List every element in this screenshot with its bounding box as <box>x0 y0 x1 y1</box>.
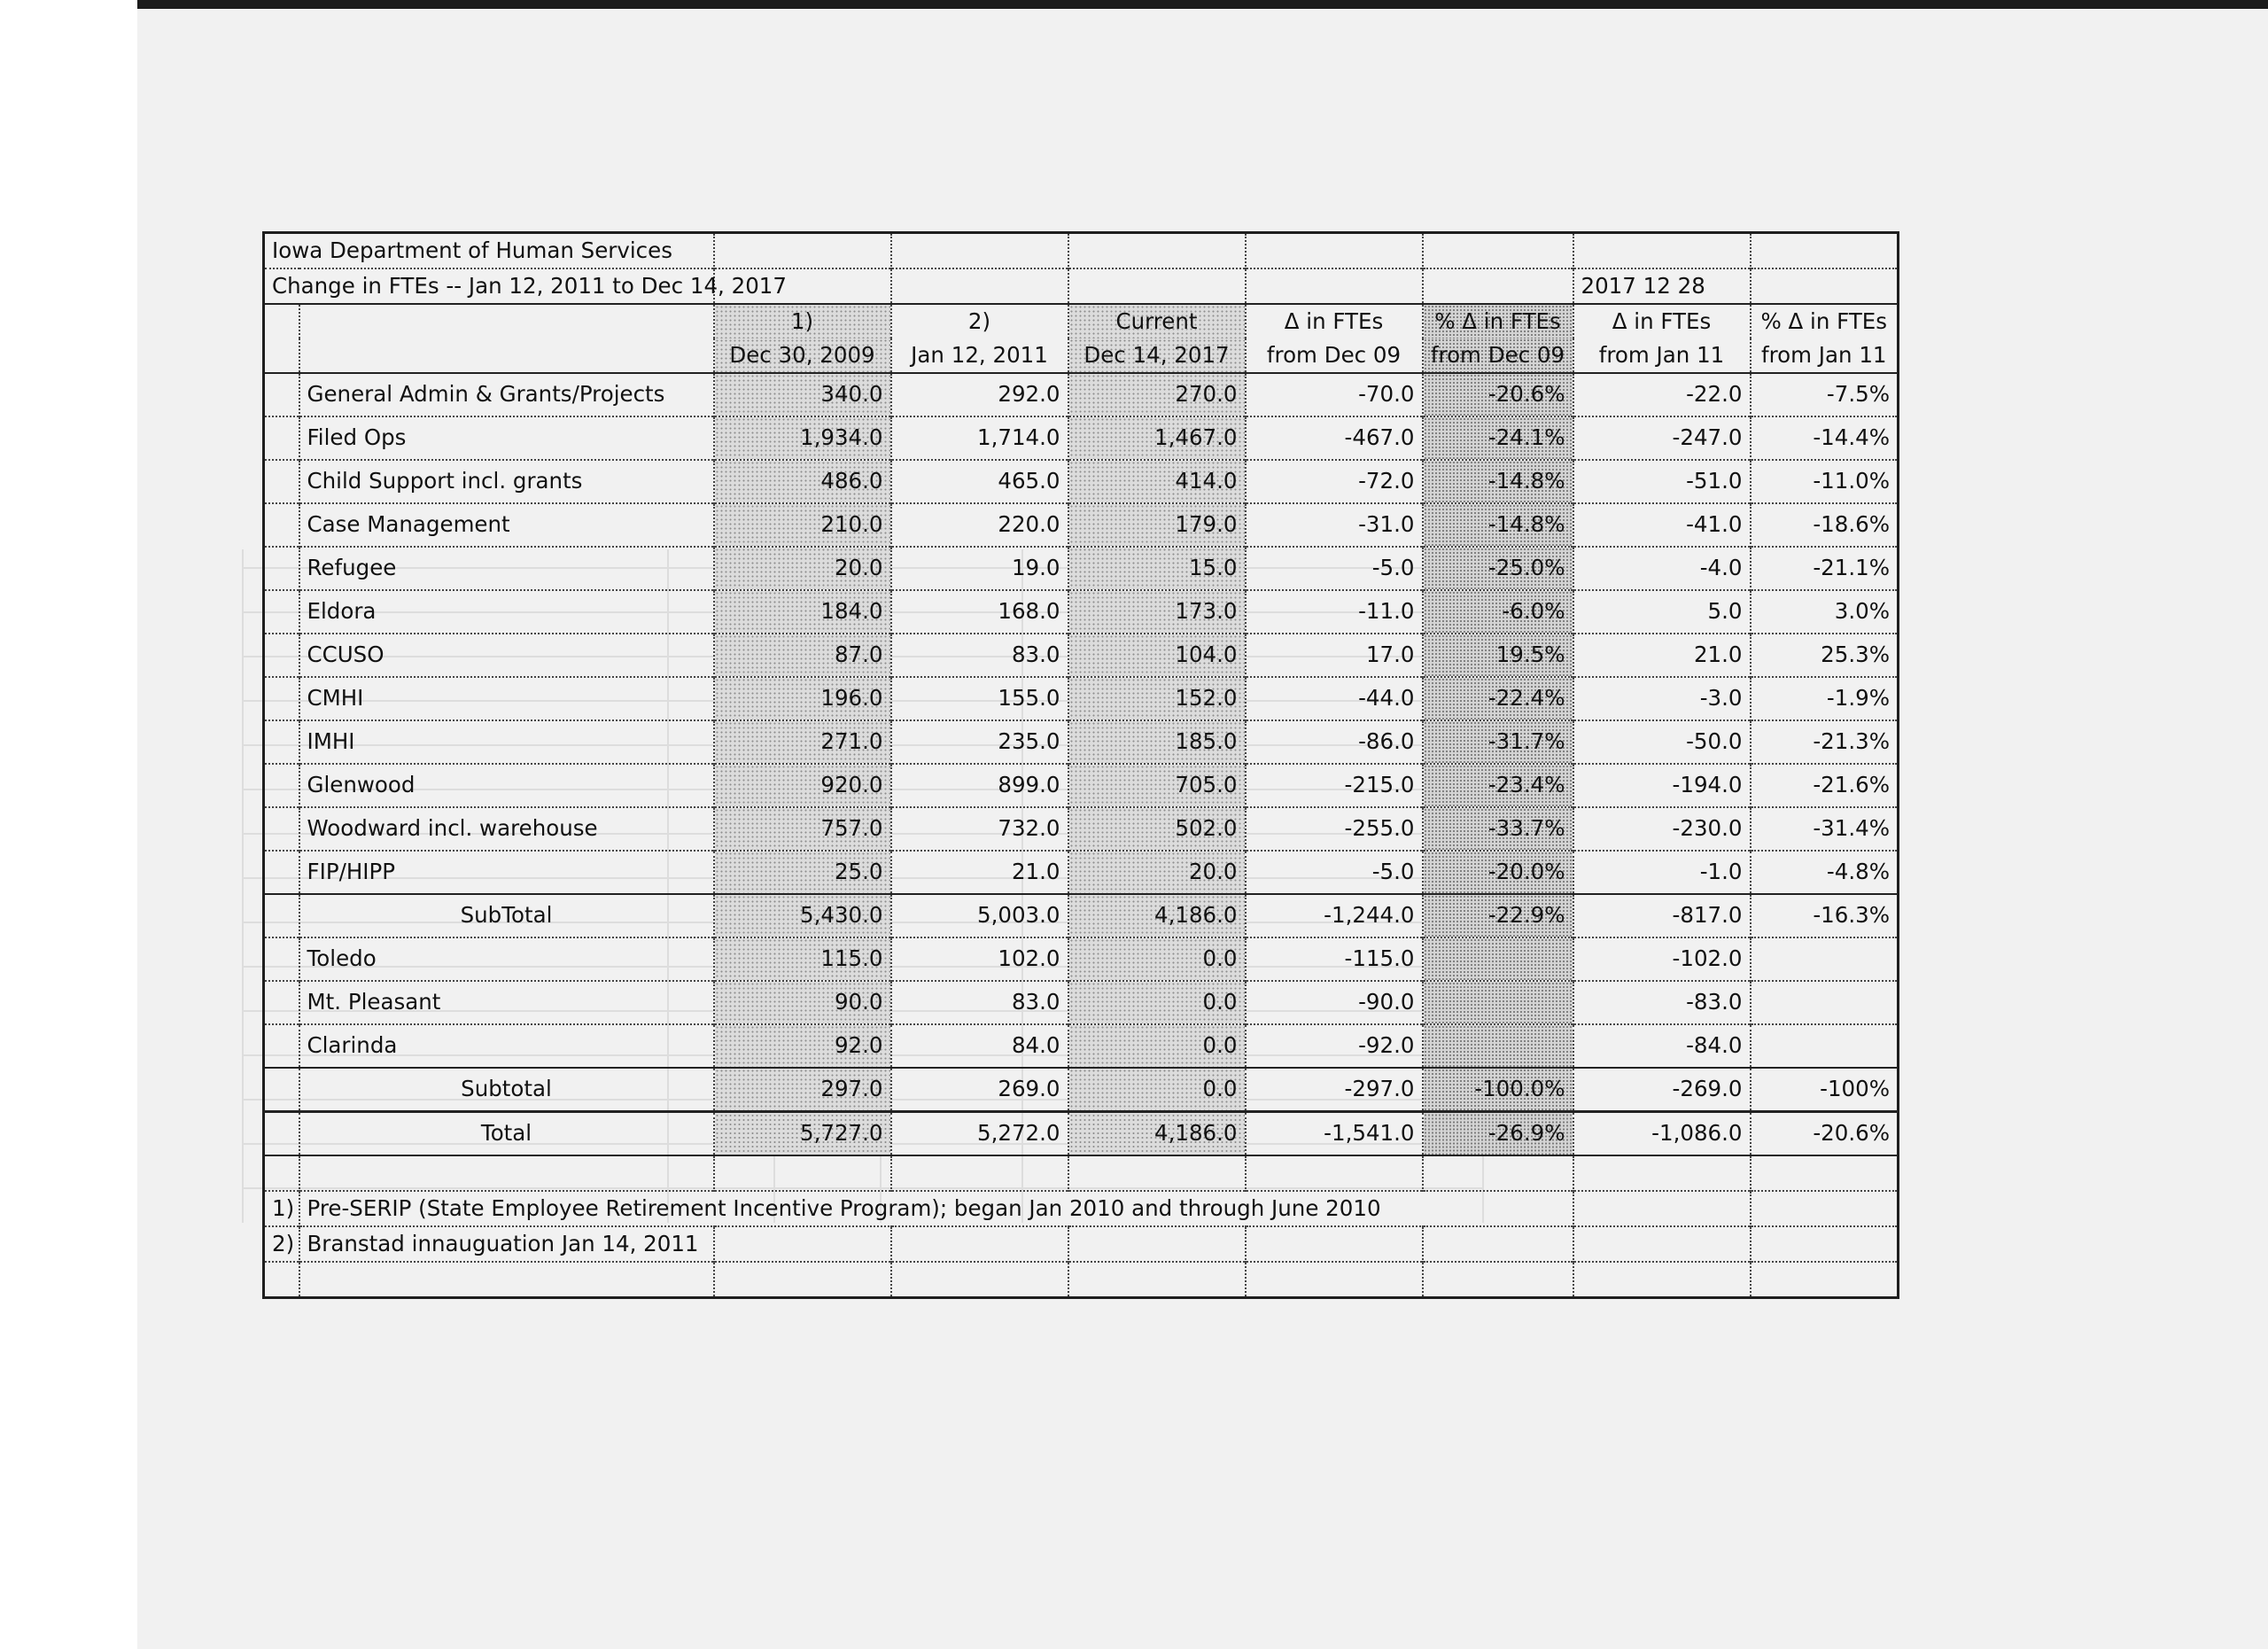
value-cell: -21.6% <box>1751 764 1899 807</box>
value-cell: 486.0 <box>714 460 891 503</box>
col-header-7-line1: % Δ in FTEs <box>1751 304 1899 338</box>
row-label: Child Support incl. grants <box>299 460 714 503</box>
value-cell: 115.0 <box>714 937 891 981</box>
value-cell: -70.0 <box>1246 373 1423 416</box>
col-header-6-line1: Δ in FTEs <box>1573 304 1751 338</box>
value-cell: -20.6% <box>1423 373 1573 416</box>
fte-table <box>262 231 1899 1299</box>
row-label: CMHI <box>299 677 714 720</box>
value-cell: 168.0 <box>891 590 1068 634</box>
value-cell: -41.0 <box>1573 503 1751 547</box>
value-cell: 5.0 <box>1573 590 1751 634</box>
value-cell: 270.0 <box>1068 373 1246 416</box>
value-cell: -25.0% <box>1423 547 1573 590</box>
table-row <box>264 373 1899 416</box>
value-cell: -50.0 <box>1573 720 1751 764</box>
row-label: Eldora <box>299 590 714 634</box>
value-cell: -26.9% <box>1423 1112 1573 1156</box>
value-cell <box>1423 1024 1573 1068</box>
value-cell: 102.0 <box>891 937 1068 981</box>
footnote-row-2 <box>264 1226 1899 1262</box>
value-cell: 87.0 <box>714 634 891 677</box>
value-cell: -83.0 <box>1573 981 1751 1024</box>
col-header-4-line1: Δ in FTEs <box>1246 304 1423 338</box>
spacer-row <box>264 1155 1899 1191</box>
col-header-2-line1: 2) <box>891 304 1068 338</box>
row-label: Mt. Pleasant <box>299 981 714 1024</box>
value-cell: 15.0 <box>1068 547 1246 590</box>
table-row <box>264 720 1899 764</box>
value-cell: 5,430.0 <box>714 894 891 937</box>
value-cell: 297.0 <box>714 1068 891 1112</box>
scan-top-edge <box>0 0 2268 9</box>
col-header-5-line1: % Δ in FTEs <box>1423 304 1573 338</box>
col-header-3-line1: Current <box>1068 304 1246 338</box>
column-header-row-1 <box>264 304 1899 338</box>
value-cell: -297.0 <box>1246 1068 1423 1112</box>
value-cell: 104.0 <box>1068 634 1246 677</box>
value-cell: -22.9% <box>1423 894 1573 937</box>
value-cell <box>1751 937 1899 981</box>
value-cell: -92.0 <box>1246 1024 1423 1068</box>
table-row <box>264 503 1899 547</box>
value-cell: -1,541.0 <box>1246 1112 1423 1156</box>
value-cell: -5.0 <box>1246 851 1423 894</box>
col-header-5-line2: from Dec 09 <box>1423 338 1573 373</box>
value-cell <box>1423 981 1573 1024</box>
value-cell: 83.0 <box>891 981 1068 1024</box>
value-cell: -5.0 <box>1246 547 1423 590</box>
total-row <box>264 1112 1899 1156</box>
row-label: Toledo <box>299 937 714 981</box>
value-cell: 152.0 <box>1068 677 1246 720</box>
row-label: Total <box>299 1112 714 1156</box>
value-cell: -817.0 <box>1573 894 1751 937</box>
value-cell: -14.4% <box>1751 416 1899 460</box>
value-cell: -14.8% <box>1423 503 1573 547</box>
value-cell: 21.0 <box>1573 634 1751 677</box>
row-label: Woodward incl. warehouse <box>299 807 714 851</box>
value-cell: 5,727.0 <box>714 1112 891 1156</box>
value-cell: -230.0 <box>1573 807 1751 851</box>
value-cell: -1,086.0 <box>1573 1112 1751 1156</box>
value-cell: -22.4% <box>1423 677 1573 720</box>
table-row <box>264 634 1899 677</box>
col-header-1-line2: Dec 30, 2009 <box>714 338 891 373</box>
table-row <box>264 981 1899 1024</box>
row-label: FIP/HIPP <box>299 851 714 894</box>
value-cell: 179.0 <box>1068 503 1246 547</box>
row-label: Subtotal <box>299 1068 714 1112</box>
scan-left-margin <box>0 0 137 1649</box>
value-cell: 465.0 <box>891 460 1068 503</box>
value-cell: -7.5% <box>1751 373 1899 416</box>
value-cell: 0.0 <box>1068 937 1246 981</box>
value-cell <box>1423 937 1573 981</box>
value-cell: 20.0 <box>1068 851 1246 894</box>
value-cell: 25.0 <box>714 851 891 894</box>
value-cell <box>1751 981 1899 1024</box>
value-cell: 269.0 <box>891 1068 1068 1112</box>
value-cell: -16.3% <box>1751 894 1899 937</box>
value-cell: 414.0 <box>1068 460 1246 503</box>
value-cell: 4,186.0 <box>1068 1112 1246 1156</box>
row-margin <box>264 720 299 764</box>
value-cell: 271.0 <box>714 720 891 764</box>
value-cell: -11.0% <box>1751 460 1899 503</box>
main-rows <box>264 373 1899 894</box>
value-cell: 196.0 <box>714 677 891 720</box>
row-margin <box>264 764 299 807</box>
col-header-4-line2: from Dec 09 <box>1246 338 1423 373</box>
row-label: CCUSO <box>299 634 714 677</box>
row-margin <box>264 547 299 590</box>
value-cell: -255.0 <box>1246 807 1423 851</box>
value-cell: 155.0 <box>891 677 1068 720</box>
row-label: Clarinda <box>299 1024 714 1068</box>
scan-top-edge-left <box>0 0 137 9</box>
value-cell: 235.0 <box>891 720 1068 764</box>
value-cell: 92.0 <box>714 1024 891 1068</box>
value-cell: -90.0 <box>1246 981 1423 1024</box>
value-cell: 5,003.0 <box>891 894 1068 937</box>
value-cell: 184.0 <box>714 590 891 634</box>
row-margin <box>264 1024 299 1068</box>
col-header-2-line2: Jan 12, 2011 <box>891 338 1068 373</box>
document-subtitle: Change in FTEs -- Jan 12, 2011 to Dec 14, 2017 <box>264 268 714 304</box>
value-cell: 1,934.0 <box>714 416 891 460</box>
value-cell: 25.3% <box>1751 634 1899 677</box>
value-cell: -269.0 <box>1573 1068 1751 1112</box>
row-margin <box>264 981 299 1024</box>
value-cell: -31.0 <box>1246 503 1423 547</box>
value-cell: 185.0 <box>1068 720 1246 764</box>
value-cell: -20.0% <box>1423 851 1573 894</box>
value-cell: 3.0% <box>1751 590 1899 634</box>
value-cell: -6.0% <box>1423 590 1573 634</box>
value-cell: -33.7% <box>1423 807 1573 851</box>
value-cell: -102.0 <box>1573 937 1751 981</box>
value-cell: -100.0% <box>1423 1068 1573 1112</box>
row-label: Glenwood <box>299 764 714 807</box>
closed-facility-rows <box>264 937 1899 1068</box>
row-label: SubTotal <box>299 894 714 937</box>
value-cell: -24.1% <box>1423 416 1573 460</box>
value-cell: -18.6% <box>1751 503 1899 547</box>
value-cell: -86.0 <box>1246 720 1423 764</box>
value-cell: -21.1% <box>1751 547 1899 590</box>
footnote-mark: 2) <box>264 1226 299 1262</box>
value-cell: -100% <box>1751 1068 1899 1112</box>
value-cell: -1,244.0 <box>1246 894 1423 937</box>
value-cell: 83.0 <box>891 634 1068 677</box>
value-cell: -84.0 <box>1573 1024 1751 1068</box>
table-row <box>264 807 1899 851</box>
value-cell: -194.0 <box>1573 764 1751 807</box>
row-margin <box>264 634 299 677</box>
value-cell: -215.0 <box>1246 764 1423 807</box>
row-margin <box>264 416 299 460</box>
subtotal-row-2 <box>264 1068 1899 1112</box>
date-stamp: 2017 12 28 <box>1573 268 1751 304</box>
value-cell: -14.8% <box>1423 460 1573 503</box>
row-margin <box>264 373 299 416</box>
table-row <box>264 590 1899 634</box>
table-row <box>264 460 1899 503</box>
document-title: Iowa Department of Human Services <box>264 233 714 269</box>
col-header-7-line2: from Jan 11 <box>1751 338 1899 373</box>
value-cell <box>1751 1024 1899 1068</box>
row-margin <box>264 503 299 547</box>
value-cell: 220.0 <box>891 503 1068 547</box>
table-row <box>264 764 1899 807</box>
value-cell: 17.0 <box>1246 634 1423 677</box>
value-cell: 1,467.0 <box>1068 416 1246 460</box>
value-cell: 340.0 <box>714 373 891 416</box>
value-cell: -31.7% <box>1423 720 1573 764</box>
value-cell: -1.0 <box>1573 851 1751 894</box>
col-header-6-line2: from Jan 11 <box>1573 338 1751 373</box>
value-cell: -115.0 <box>1246 937 1423 981</box>
value-cell: 84.0 <box>891 1024 1068 1068</box>
subtotal-row-1 <box>264 894 1899 937</box>
table-row <box>264 677 1899 720</box>
value-cell: -4.0 <box>1573 547 1751 590</box>
value-cell: -11.0 <box>1246 590 1423 634</box>
column-header-row-2 <box>264 338 1899 373</box>
value-cell: 705.0 <box>1068 764 1246 807</box>
value-cell: -22.0 <box>1573 373 1751 416</box>
value-cell: 173.0 <box>1068 590 1246 634</box>
table-row <box>264 547 1899 590</box>
col-header-3-line2: Dec 14, 2017 <box>1068 338 1246 373</box>
footnote-row-1 <box>264 1191 1899 1226</box>
value-cell: 920.0 <box>714 764 891 807</box>
value-cell: -467.0 <box>1246 416 1423 460</box>
value-cell: 5,272.0 <box>891 1112 1068 1156</box>
value-cell: -247.0 <box>1573 416 1751 460</box>
value-cell: -44.0 <box>1246 677 1423 720</box>
table-row <box>264 937 1899 981</box>
value-cell: 21.0 <box>891 851 1068 894</box>
footnote-text: Branstad innauguation Jan 14, 2011 <box>299 1226 714 1262</box>
value-cell: 757.0 <box>714 807 891 851</box>
col-header-1-line1: 1) <box>714 304 891 338</box>
table-row <box>264 416 1899 460</box>
value-cell: -51.0 <box>1573 460 1751 503</box>
row-label: Case Management <box>299 503 714 547</box>
value-cell: 4,186.0 <box>1068 894 1246 937</box>
value-cell: -20.6% <box>1751 1112 1899 1156</box>
row-label: Refugee <box>299 547 714 590</box>
value-cell: -72.0 <box>1246 460 1423 503</box>
value-cell: 292.0 <box>891 373 1068 416</box>
value-cell: -21.3% <box>1751 720 1899 764</box>
value-cell: -31.4% <box>1751 807 1899 851</box>
value-cell: 90.0 <box>714 981 891 1024</box>
value-cell: -1.9% <box>1751 677 1899 720</box>
value-cell: 899.0 <box>891 764 1068 807</box>
value-cell: 19.5% <box>1423 634 1573 677</box>
table-row <box>264 1024 1899 1068</box>
row-margin <box>264 460 299 503</box>
value-cell: 502.0 <box>1068 807 1246 851</box>
footnote-mark: 1) <box>264 1191 299 1226</box>
value-cell: 210.0 <box>714 503 891 547</box>
value-cell: 0.0 <box>1068 1068 1246 1112</box>
footnote-text: Pre-SERIP (State Employee Retirement Incentive Program); began Jan 2010 and through June 2010 <box>299 1191 1573 1226</box>
value-cell: 0.0 <box>1068 1024 1246 1068</box>
value-cell: -4.8% <box>1751 851 1899 894</box>
row-margin <box>264 807 299 851</box>
table-row <box>264 851 1899 894</box>
row-label: IMHI <box>299 720 714 764</box>
row-margin <box>264 677 299 720</box>
value-cell: 1,714.0 <box>891 416 1068 460</box>
value-cell: -23.4% <box>1423 764 1573 807</box>
value-cell: 20.0 <box>714 547 891 590</box>
value-cell: -3.0 <box>1573 677 1751 720</box>
value-cell: 732.0 <box>891 807 1068 851</box>
row-margin <box>264 590 299 634</box>
row-margin <box>264 851 299 894</box>
value-cell: 0.0 <box>1068 981 1246 1024</box>
row-label: Filed Ops <box>299 416 714 460</box>
empty-row <box>264 1262 1899 1298</box>
value-cell: 19.0 <box>891 547 1068 590</box>
row-label: General Admin & Grants/Projects <box>299 373 714 416</box>
title-row <box>264 233 1899 269</box>
row-margin <box>264 937 299 981</box>
subtitle-row <box>264 268 1899 304</box>
